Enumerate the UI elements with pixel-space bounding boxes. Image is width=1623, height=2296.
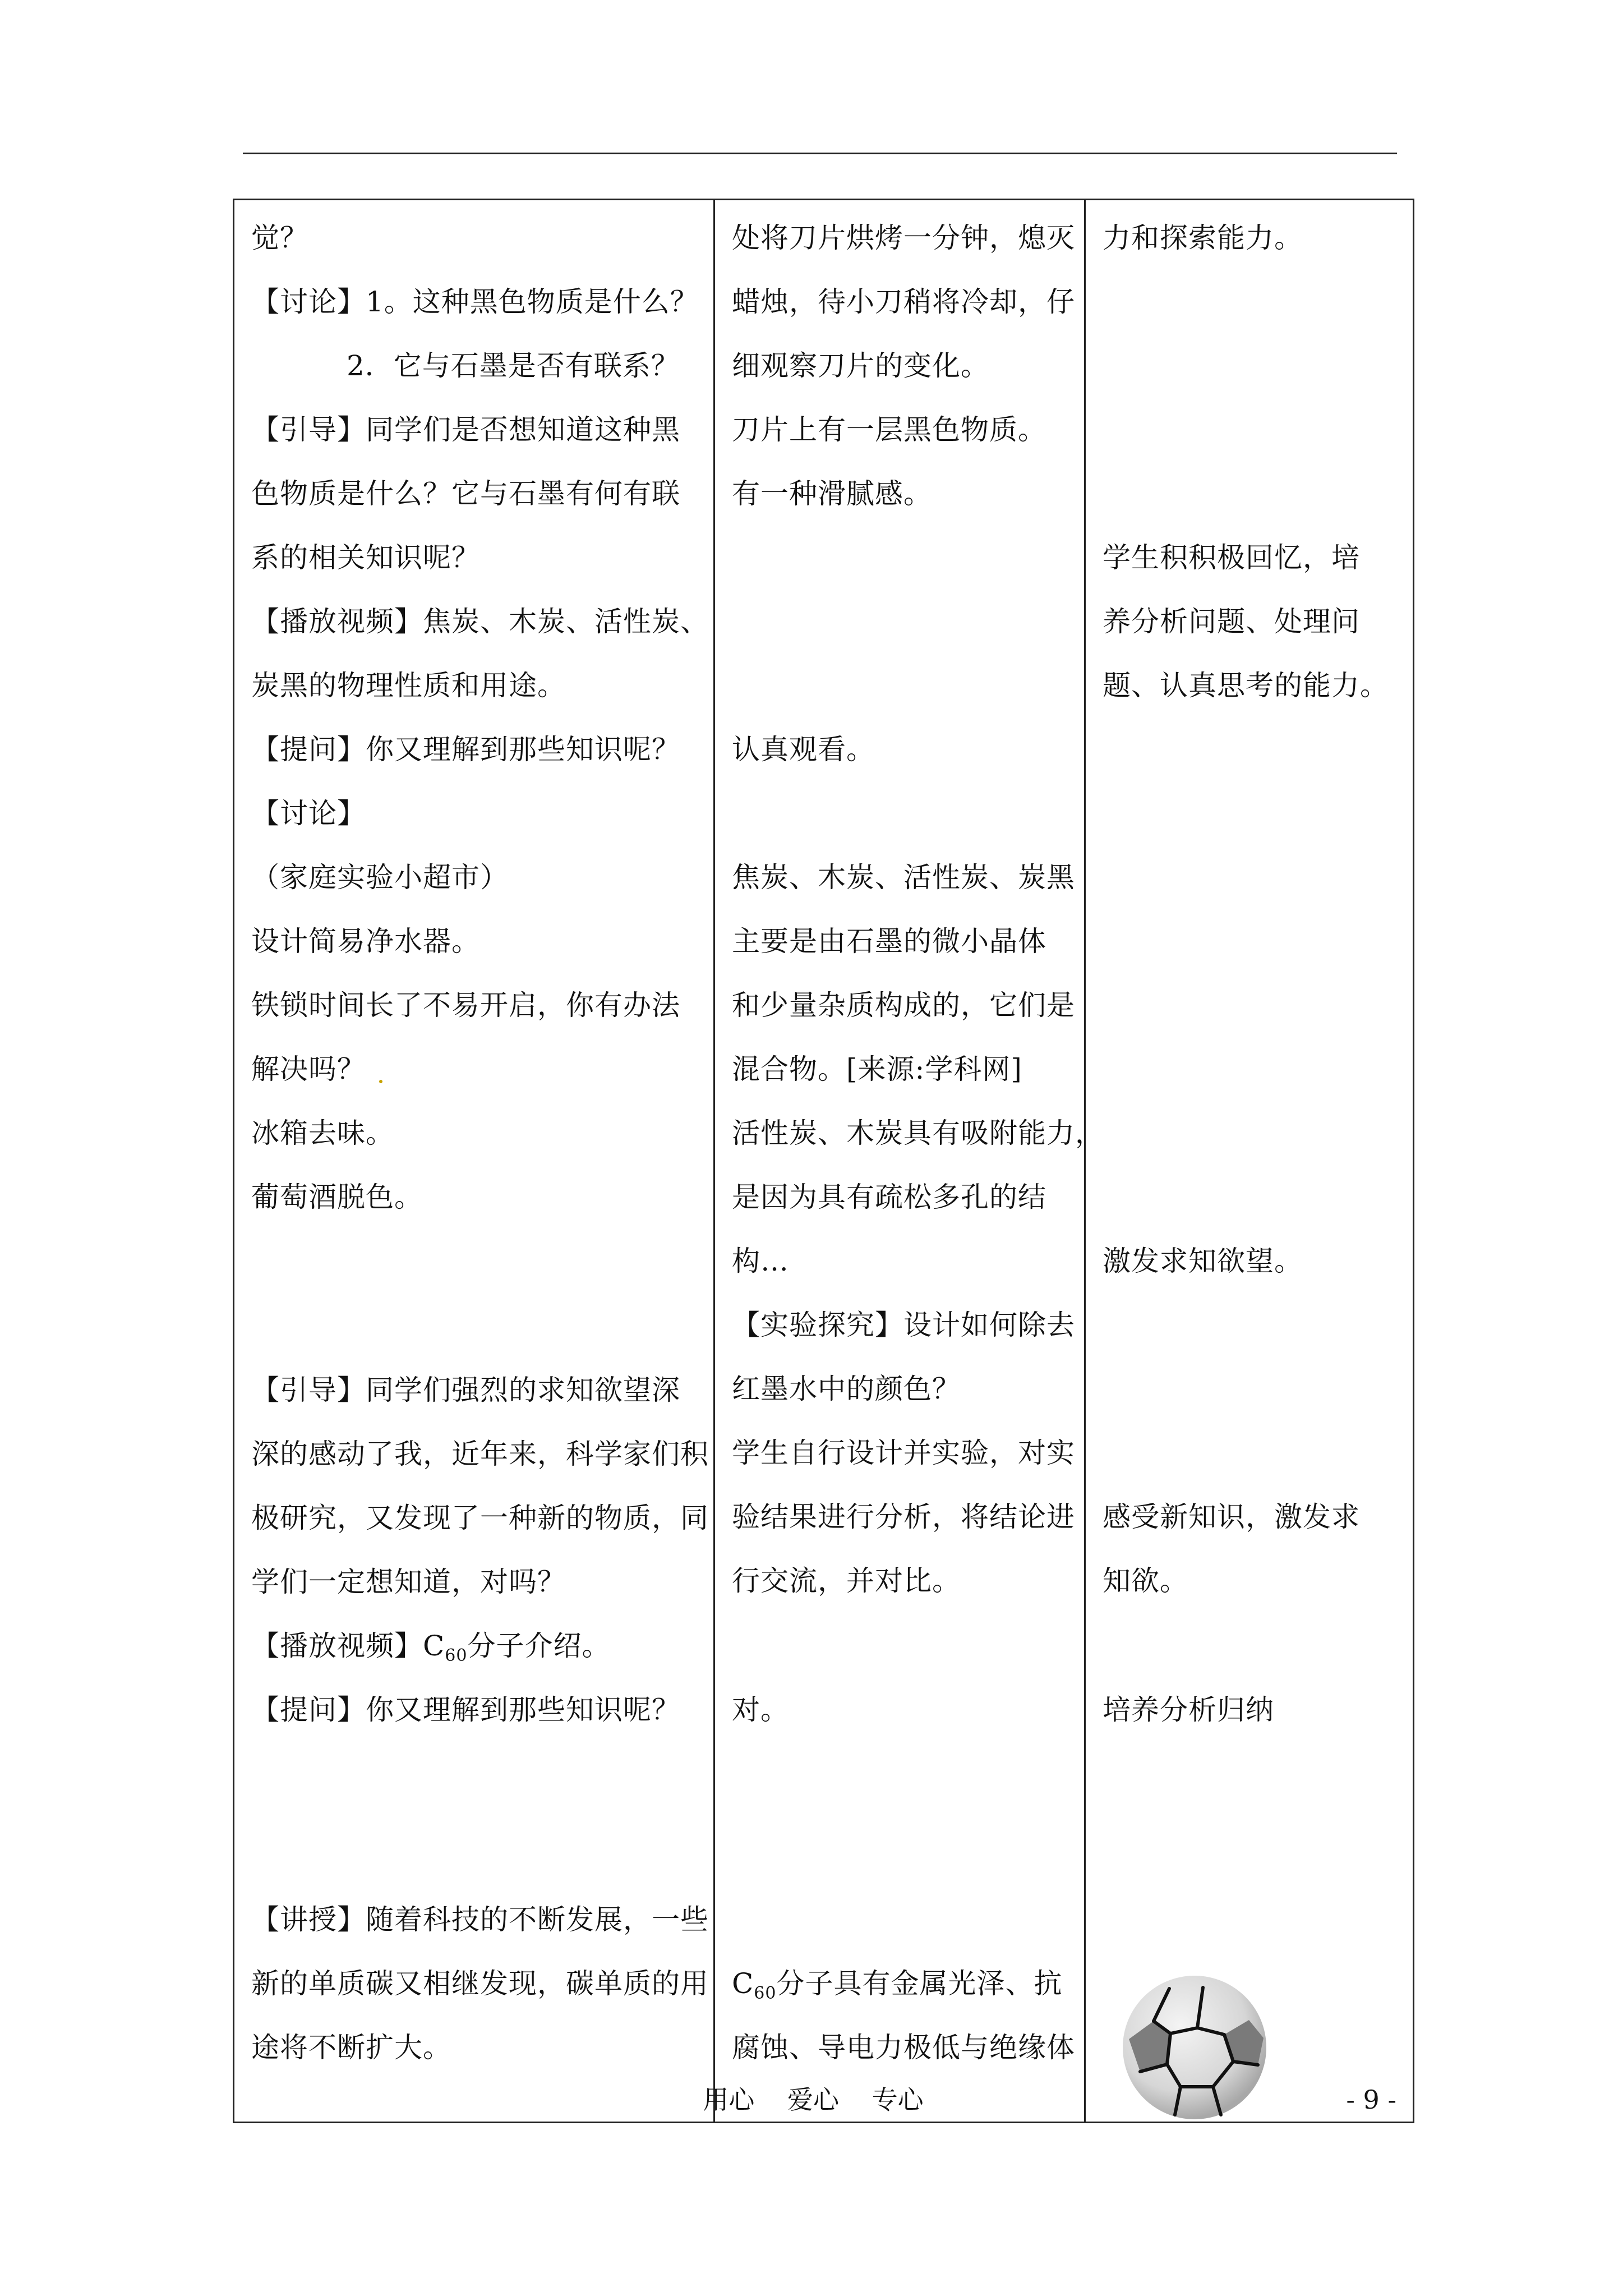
text-segment: 【播放视频】C [251, 1630, 445, 1662]
text-line: 系的相关知识呢？ [251, 541, 480, 574]
header-rule [243, 153, 1397, 154]
text-line: 解决吗？ [251, 1053, 366, 1085]
subscript: 60 [445, 1646, 468, 1665]
text-line: 焦炭、木炭、活性炭、炭黑 [732, 861, 1075, 894]
text-line: 【提问】你又理解到那些知识呢？ [251, 733, 680, 766]
text-line: 新的单质碳又相继发现，碳单质的用 [251, 1967, 709, 2000]
text-line: 觉？ [251, 222, 308, 254]
text-line: 极研究，又发现了一种新的物质，同 [251, 1502, 709, 1534]
text-line: 力和探索能力。 [1103, 222, 1303, 254]
teacher-activity-column [234, 200, 715, 2122]
text-line: 铁锁时间长了不易开启，你有办法 [251, 989, 680, 1022]
text-line: 深的感动了我，近年来，科学家们积 [251, 1438, 709, 1470]
text-line: 认真观看。 [732, 733, 875, 766]
c60-molecule-ball-icon [1119, 1972, 1270, 2123]
subscript: 60 [754, 1984, 777, 2003]
text-segment: 分子介绍。 [467, 1630, 611, 1662]
page-number: - 9 - [1346, 2085, 1396, 2115]
text-line: 和少量杂质构成的，它们是 [732, 989, 1075, 1022]
text-line: 红墨水中的颜色？ [732, 1373, 961, 1405]
text-line: 感受新知识，激发求 [1103, 1501, 1360, 1533]
text-line: 是因为具有疏松多孔的结 [732, 1181, 1046, 1213]
student-activity-column [715, 200, 1104, 2122]
text-line: 刀片上有一层黑色物质。 [732, 413, 1046, 446]
text-line: 冰箱去味。 [251, 1117, 394, 1149]
footer-motto-3: 专心 [872, 2085, 924, 2115]
text-line: 蜡烛，待小刀稍将冷却，仔 [732, 286, 1075, 318]
text-line: 培养分析归纳 [1103, 1694, 1274, 1726]
text-line: 【讨论】1。这种黑色物质是什么？ [251, 286, 699, 318]
lesson-table [233, 199, 1414, 2123]
text-line: 葡萄酒脱色。 [251, 1181, 423, 1213]
text-line: 【播放视频】焦炭、木炭、活性炭、 [251, 605, 709, 638]
text-line: 行交流，并对比。 [732, 1565, 961, 1597]
design-intent-column [1086, 200, 1413, 2122]
text-line: 题、认真思考的能力。 [1103, 669, 1389, 702]
text-segment: C [732, 1967, 754, 2000]
text-line: 处将刀片烘烤一分钟，熄灭 [732, 222, 1075, 254]
text-segment: 分子具有金属光泽、抗 [776, 1967, 1063, 2000]
text-line: 2．它与石墨是否有联系？ [347, 349, 680, 382]
text-line: 【提问】你又理解到那些知识呢？ [251, 1694, 680, 1726]
text-line: 细观察刀片的变化。 [732, 349, 989, 382]
text-line: 色物质是什么？它与石墨有何有联 [251, 477, 680, 510]
text-line [251, 1630, 610, 1667]
text-line: 知欲。 [1103, 1565, 1188, 1597]
text-line: 活性炭、木炭具有吸附能力， [732, 1117, 1104, 1149]
text-line: 构… [732, 1245, 789, 1277]
text-line: 学们一定想知道，对吗？ [251, 1566, 566, 1598]
text-line: 腐蚀、导电力极低与绝缘体 [732, 2031, 1075, 2064]
text-line: 途将不断扩大。 [251, 2031, 451, 2064]
text-line: 设计简易净水器。 [251, 925, 480, 958]
text-line [732, 1967, 1062, 2004]
text-line: 有一种滑腻感。 [732, 477, 932, 510]
text-line: 验结果进行分析，将结论进 [732, 1501, 1075, 1533]
text-line: 【引导】同学们是否想知道这种黑 [251, 413, 680, 446]
text-line: 【讨论】 [251, 797, 366, 830]
text-line: 炭黑的物理性质和用途。 [251, 669, 566, 702]
footer-motto-1: 用心 [703, 2085, 755, 2115]
text-line: 【实验探究】设计如何除去 [732, 1309, 1075, 1341]
text-line: 主要是由石墨的微小晶体 [732, 925, 1046, 958]
text-line: 【引导】同学们强烈的求知欲望深 [251, 1374, 680, 1406]
footer-motto [673, 2084, 953, 2115]
text-line: （家庭实验小超市） [251, 861, 509, 894]
stray-mark [379, 1080, 382, 1083]
text-line: 学生自行设计并实验，对实 [732, 1437, 1075, 1469]
text-line: 激发求知欲望。 [1103, 1245, 1303, 1277]
text-line: 学生积积极回忆，培 [1103, 541, 1360, 574]
footer-motto-2: 爱心 [787, 2085, 839, 2115]
text-line: 对。 [732, 1694, 789, 1726]
text-line: 混合物。[来源:学科网] [732, 1053, 1022, 1085]
text-line: 养分析问题、处理问 [1103, 605, 1360, 638]
text-line: 【讲授】随着科技的不断发展，一些 [251, 1903, 709, 1936]
